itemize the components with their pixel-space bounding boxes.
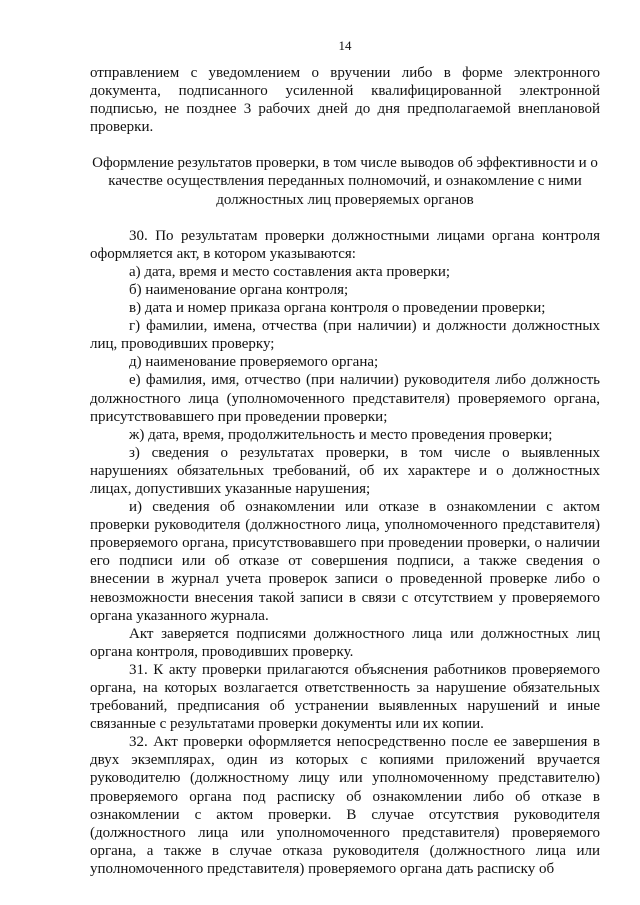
paragraph-32: 32. Акт проверки оформляется непосредственно после ее завершения в двух экземплярах, один из которых с копиями приложений вручается руководителю (должностному лицу или уполномоченному представителю) проверяемого органа под расписку об ознакомлении либо об отказе в ознакомлении с актом проверки. В случае отсутствия руководителя (должностного лица или уполномоченного представителя) проверяемого органа, а также в случае отказа руководителя (должностного лица или уполномоченного представителя) проверяемого органа дать расписку об [90,734,600,877]
list-item-v: в) дата и номер приказа органа контроля о проведении проверки; [129,300,546,317]
list-item-z: з) сведения о результатах проверки, в том числе о выявленных нарушениях обязательных требований, об их характере и о должностных лицах, допустивших указанные нарушения; [90,444,600,497]
list-item-zh: ж) дата, время, продолжительность и место проведения проверки; [129,426,553,443]
list-item-d: д) наименование проверяемого органа; [129,354,379,371]
paragraph-continuation: отправлением с уведомлением о вручении либо в форме электронного документа, подписанного усиленной квалифицированной электронной подписью, не позднее 3 рабочих дней до дня предполагаемой внеплановой проверки. [90,65,600,136]
section-heading: Оформление результатов проверки, в том числе выводов об эффективности и о качестве осуществления переданных полномочий, и ознакомление с ними должностных лиц проверяемых органов [92,155,598,208]
paragraph-30: 30. По результатам проверки должностными лицами органа контроля оформляется акт, в котором указываются: [90,227,600,262]
list-item-a: а) дата, время и место составления акта проверки; [129,263,451,280]
list-item-e: е) фамилия, имя, отчество (при наличии) руководителя либо должность должностного лица (уполномоченного представителя) проверяемого органа, присутствовавшего при проведении проверки; [90,372,600,425]
list-item-b: б) наименование органа контроля; [129,281,349,298]
paragraph-31: 31. К акту проверки прилагаются объяснения работников проверяемого органа, на которых возлагается ответственность за нарушение обязательных требований, предписания об устранении выявленных нарушений и иные связанные с результатами проверки документы или их копии. [90,661,600,733]
page-number: 14 [338,38,352,53]
paragraph-act-signatures: Акт заверяется подписями должностного лица или должностных лиц органа контроля, проводивших проверку. [90,625,600,660]
list-item-i: и) сведения об ознакомлении или отказе в ознакомлении с актом проверки руководителя (должностного лица, уполномоченного представителя) проверяемого органа, присутствовавшего при проведении проверки, о наличии его подписи или об отказе от совершения подписи, а также сведения о внесении в журнал учета проверок записи о проведенной проверке либо о невозможности внесения такой записи в связи с отсутствием у проверяемого органа указанного журнала. [90,499,600,624]
list-item-g: г) фамилии, имена, отчества (при наличии) и должности должностных лиц, проводивших проверку; [90,318,600,353]
document-body [90,64,600,878]
